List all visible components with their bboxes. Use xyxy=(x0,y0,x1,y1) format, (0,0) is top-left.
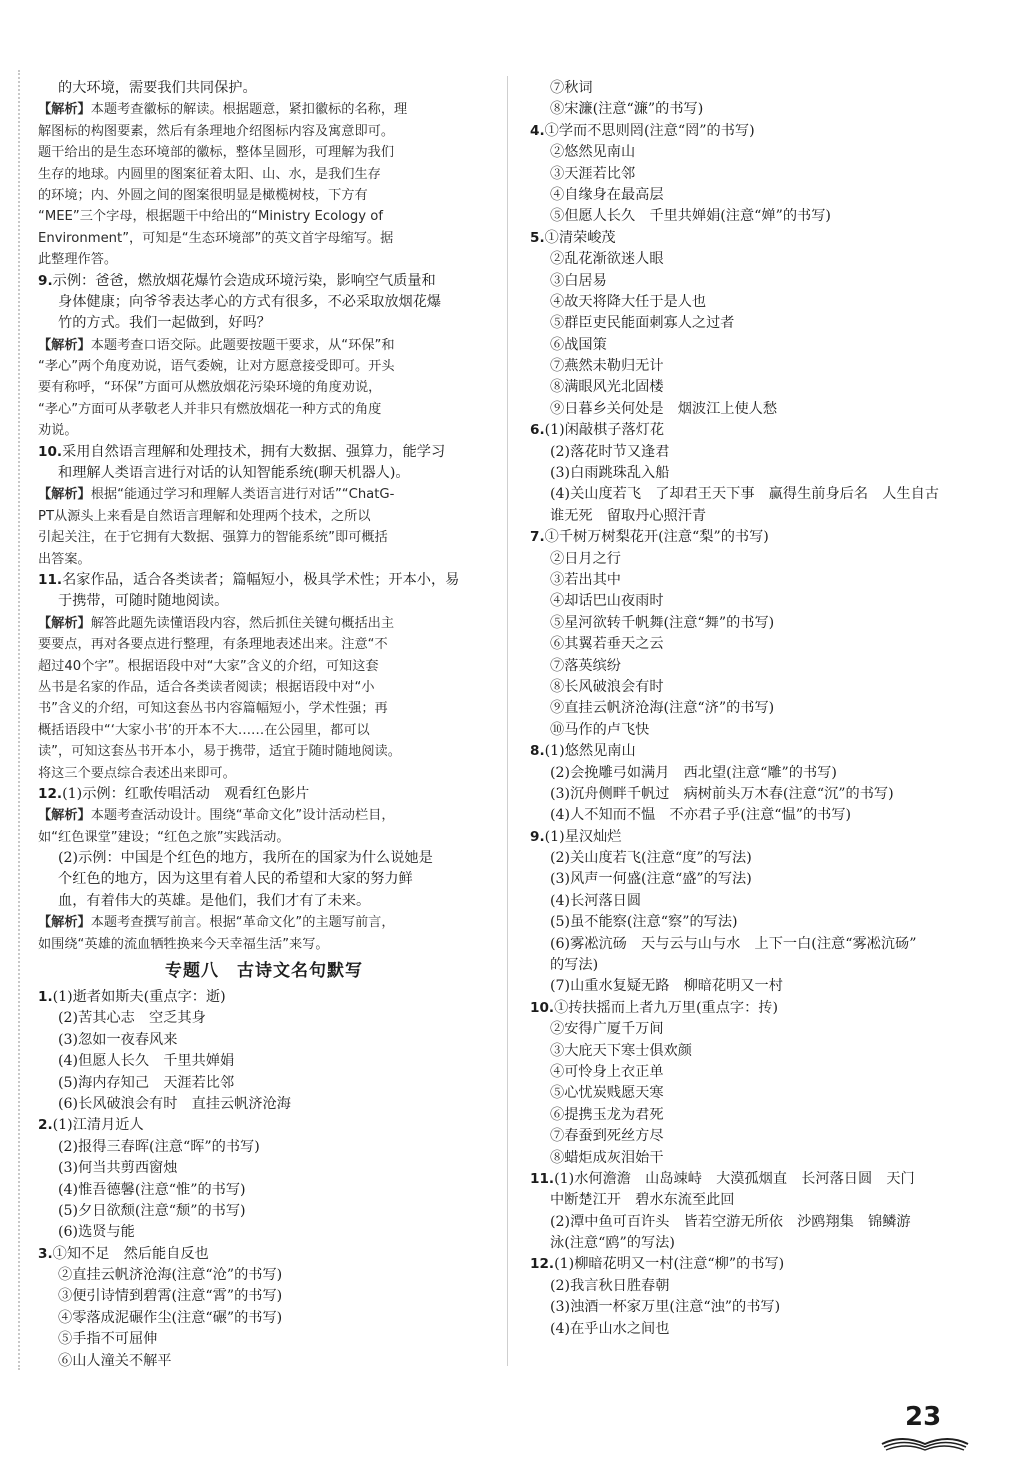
line-text: ⑥山人潼关不解平 xyxy=(58,1352,172,1369)
line-text: (3)风声一何盛(注意“盛”的写法) xyxy=(550,871,752,888)
line-text: ⑤星河欲转千帆舞(注意“舞”的书写) xyxy=(550,614,775,631)
line-text: ④自缘身在最高层 xyxy=(550,186,664,203)
line-text: ②安得广厦千万间 xyxy=(550,1021,664,1038)
text-line xyxy=(530,164,985,185)
line-text: 书”含义的介绍，可知这套丛书内容篇幅短小，学术性强；再 xyxy=(38,701,388,717)
line-text: 个红色的地方，因为这里有着人民的希望和大家的努力鲜 xyxy=(58,871,413,888)
line-text: (1)示例：红歌传唱活动 观看红色影片 xyxy=(62,785,310,802)
text-line xyxy=(530,934,985,955)
answers-7-12 xyxy=(38,78,490,955)
line-text: (2)潭中鱼可百许头 皆若空游无所依 沙鸥翔集 锦鳞游 xyxy=(550,1213,911,1230)
text-line xyxy=(530,613,985,634)
question-number: 10. xyxy=(530,999,555,1016)
text-line xyxy=(530,955,985,976)
text-line xyxy=(530,698,985,719)
line-text: (1)水何澹澹 山岛竦峙 大漠孤烟直 长河落日圆 天门 xyxy=(554,1170,915,1187)
text-line xyxy=(530,399,985,420)
text-line xyxy=(38,185,490,206)
line-text: 劝说。 xyxy=(38,423,78,439)
text-line xyxy=(38,1030,490,1051)
line-text: ②直挂云帆济沧海(注意“沧”的书写) xyxy=(58,1267,283,1284)
text-line xyxy=(530,249,985,270)
analysis-tag: 【解析】 xyxy=(38,915,91,931)
text-line xyxy=(38,399,490,420)
line-text: ⑦燕然未勒归无计 xyxy=(550,358,664,375)
text-line xyxy=(530,1190,985,1211)
text-line xyxy=(530,335,985,356)
line-text: ⑤但愿人长久 千里共婵娟(注意“婵”的书写) xyxy=(550,208,831,225)
text-line xyxy=(38,591,490,612)
line-text: ⑥其翼若垂天之云 xyxy=(550,636,664,653)
line-text: 生存的地球。内圆里的图案征着太阳、山、水，是我们生存 xyxy=(38,166,381,182)
line-text: ③大庇天下寒士俱欢颜 xyxy=(550,1042,692,1059)
line-text: (1)闲敲棋子落灯花 xyxy=(544,422,665,439)
text-line xyxy=(530,784,985,805)
text-line xyxy=(530,442,985,463)
line-text: ③若出其中 xyxy=(550,571,621,588)
question-number: 9. xyxy=(530,828,545,845)
text-line xyxy=(38,677,490,698)
text-line xyxy=(530,976,985,997)
text-line xyxy=(530,142,985,163)
left-column xyxy=(38,78,490,1372)
text-line xyxy=(38,1201,490,1222)
text-line xyxy=(38,634,490,655)
line-text: 根据“能通过学习和理解人类语言进行对话”“ChatG- xyxy=(90,487,395,503)
line-text: PT从源头上来看是自然语言理解和处理两个技术，之所以 xyxy=(38,508,371,524)
text-line xyxy=(38,484,490,505)
line-text: 本题考查撰写前言。根据“革命文化”的主题写前言， xyxy=(90,915,395,931)
text-line xyxy=(530,313,985,334)
line-text: (2)落花时节又逢君 xyxy=(550,443,670,460)
line-text: 的环境；内、外圆之间的图案很明显是橄榄树枝，下方有 xyxy=(38,187,368,203)
line-text: (5)虽不能察(注意“察”的写法) xyxy=(550,914,738,931)
text-line xyxy=(38,377,490,398)
line-text: ③天涯若比邻 xyxy=(550,165,636,182)
text-line xyxy=(530,549,985,570)
question-number: 9. xyxy=(38,272,53,289)
line-text: ⑦春蚕到死丝方尽 xyxy=(550,1128,664,1145)
text-line xyxy=(530,591,985,612)
text-line xyxy=(38,335,490,356)
text-line xyxy=(38,720,490,741)
line-text: (2)我言秋日胜春朝 xyxy=(550,1277,670,1294)
text-line xyxy=(530,377,985,398)
text-line xyxy=(530,185,985,206)
text-line xyxy=(530,506,985,527)
text-line xyxy=(530,1212,985,1233)
line-text: 超过40个字”。根据语段中对“大家”含义的介绍，可知这套 xyxy=(38,658,379,674)
line-text: 将这三个要点综合表述出来即可。 xyxy=(38,765,236,781)
line-text: 于携带，可随时随地阅读。 xyxy=(58,593,229,610)
text-line xyxy=(38,271,490,292)
text-line xyxy=(530,78,985,99)
line-text: ③白居易 xyxy=(550,272,607,289)
margin-dotted-line xyxy=(18,70,20,1370)
text-line xyxy=(530,848,985,869)
text-line xyxy=(530,420,985,441)
text-line xyxy=(38,613,490,634)
line-text: ④可怜身上衣正单 xyxy=(550,1063,664,1080)
text-line xyxy=(530,1148,985,1169)
line-text: (1)逝者如斯夫(重点字：逝) xyxy=(52,989,226,1006)
text-line xyxy=(38,1286,490,1307)
text-line xyxy=(530,292,985,313)
text-line xyxy=(38,1222,490,1243)
line-text: 采用自然语言理解和处理技术，拥有大数据、强算力，能学习 xyxy=(62,443,446,460)
line-text: ②悠然见南山 xyxy=(550,144,636,161)
line-text: “孝心”方面可从孝敬老人并非只有燃放烟花一种方式的角度 xyxy=(38,401,382,417)
text-line xyxy=(38,784,490,805)
text-line xyxy=(530,356,985,377)
text-line xyxy=(38,99,490,120)
line-text: (4)人不知而不愠 不亦君子乎(注意“愠”的书写) xyxy=(550,807,852,824)
line-text: ①清荣峻茂 xyxy=(544,229,616,246)
line-text: ⑧蜡炬成灰泪始干 xyxy=(550,1149,664,1166)
text-line xyxy=(38,121,490,142)
line-text: (3)何当共剪西窗烛 xyxy=(58,1160,178,1177)
text-line xyxy=(38,1329,490,1350)
text-line xyxy=(38,1094,490,1115)
question-number: 6. xyxy=(530,422,545,439)
line-text: 出答案。 xyxy=(38,551,91,567)
question-number: 3. xyxy=(38,1245,53,1262)
line-text: ④零落成泥碾作尘(注意“碾”的书写) xyxy=(58,1309,283,1326)
text-line xyxy=(530,891,985,912)
text-line xyxy=(38,420,490,441)
question-number: 7. xyxy=(530,529,545,546)
line-text: ②日月之行 xyxy=(550,550,621,567)
line-text: ⑥战国策 xyxy=(550,336,607,353)
question-number: 11. xyxy=(530,1170,555,1187)
text-line xyxy=(38,1051,490,1072)
line-text: 身体健康；向爷爷表达孝心的方式有很多，不必采取放烟花爆 xyxy=(58,293,442,310)
text-line xyxy=(530,805,985,826)
text-line xyxy=(38,848,490,869)
line-text: (7)山重水复疑无路 柳暗花明又一村 xyxy=(550,978,783,995)
line-text: Environment”，可知是“生态环境部”的英文首字母缩写。据 xyxy=(38,230,394,246)
text-line xyxy=(530,827,985,848)
line-text: ⑧宋濂(注意“濂”的书写) xyxy=(550,101,704,118)
line-text: (5)海内存知己 天涯若比邻 xyxy=(58,1074,235,1091)
line-text: ①知不足 然后能自反也 xyxy=(52,1245,209,1262)
answers-3-12 xyxy=(530,78,985,1340)
line-text: ②乱花渐欲迷人眼 xyxy=(550,251,664,268)
text-line xyxy=(38,1137,490,1158)
text-line xyxy=(530,741,985,762)
line-text: ①千树万树梨花开(注意“梨”的书写) xyxy=(544,529,769,546)
line-text: 泳(注意“鸥”的写法) xyxy=(550,1235,675,1252)
text-line xyxy=(38,313,490,334)
text-line xyxy=(38,228,490,249)
text-line xyxy=(38,1008,490,1029)
text-line xyxy=(38,292,490,313)
text-line xyxy=(530,271,985,292)
line-text: 谁无死 留取丹心照汗青 xyxy=(550,507,707,524)
text-line xyxy=(530,1126,985,1147)
line-text: 此整理作答。 xyxy=(38,252,118,268)
line-text: 血，有着伟大的英雄。是他们，我们才有了未来。 xyxy=(58,892,371,909)
text-line xyxy=(530,720,985,741)
text-line xyxy=(530,484,985,505)
line-text: “孝心”两个角度劝说，语气委婉，让对方愿意接受即可。开头 xyxy=(38,359,395,375)
text-line xyxy=(530,634,985,655)
line-text: (3)沉舟侧畔千帆过 病树前头万木春(注意“沉”的书写) xyxy=(550,785,894,802)
text-line xyxy=(530,228,985,249)
line-text: ③便引诗情到碧霄(注意“霄”的书写) xyxy=(58,1288,283,1305)
line-text: 和理解人类语言进行对话的认知智能系统(聊天机器人)。 xyxy=(58,465,410,482)
line-text: (3)浊酒一杯家万里(注意“浊”的书写) xyxy=(550,1299,781,1316)
line-text: ④却话巴山夜雨时 xyxy=(550,593,664,610)
text-line xyxy=(38,78,490,99)
question-number: 12. xyxy=(530,1256,555,1273)
line-text: 如围绕“英雄的流血牺牲换来今天幸福生活”来写。 xyxy=(38,936,329,952)
line-text: (1)江清月近人 xyxy=(52,1117,144,1134)
line-text: 引起关注，在于它拥有大数据、强算力的智能系统”即可概括 xyxy=(38,530,388,546)
text-line xyxy=(38,1308,490,1329)
analysis-tag: 【解析】 xyxy=(38,615,91,631)
line-text: ⑨直挂云帆济沧海(注意“济”的书写) xyxy=(550,700,775,717)
line-text: (2)关山度若飞(注意“度”的写法) xyxy=(550,850,752,867)
text-line xyxy=(530,1041,985,1062)
text-line xyxy=(38,763,490,784)
line-text: (4)惟吾德馨(注意“惟”的书写) xyxy=(58,1181,246,1198)
line-text: (2)会挽雕弓如满月 西北望(注意“雕”的书写) xyxy=(550,764,837,781)
text-line xyxy=(530,1062,985,1083)
text-line xyxy=(38,549,490,570)
text-line xyxy=(38,249,490,270)
text-line xyxy=(530,1276,985,1297)
text-line xyxy=(38,805,490,826)
text-line xyxy=(530,1169,985,1190)
line-text: 题干给出的是生态环境部的徽标，整体呈圆形，可理解为我们 xyxy=(38,145,395,161)
line-text: (1)悠然见南山 xyxy=(544,743,636,760)
text-line xyxy=(38,741,490,762)
line-text: (3)白雨跳珠乱入船 xyxy=(550,465,670,482)
line-text: 解答此题先读懂语段内容，然后抓住关键句概括出主 xyxy=(90,615,395,631)
question-number: 8. xyxy=(530,743,545,760)
line-text: (4)但愿人长久 千里共婵娟 xyxy=(58,1053,235,1070)
text-line xyxy=(38,987,490,1008)
line-text: (2)苦其心志 空乏其身 xyxy=(58,1010,206,1027)
line-text: (6)选贤与能 xyxy=(58,1224,135,1241)
line-text: (2)示例：中国是个红色的地方，我所在的国家为什么说她是 xyxy=(58,850,433,867)
text-line xyxy=(38,1265,490,1286)
text-line xyxy=(38,1180,490,1201)
line-text: ⑩马作的卢飞快 xyxy=(550,721,650,738)
text-line xyxy=(38,1158,490,1179)
text-line xyxy=(38,869,490,890)
line-text: (4)在乎山水之间也 xyxy=(550,1320,670,1337)
text-line xyxy=(38,656,490,677)
line-text: 的大环境，需要我们共同保护。 xyxy=(58,80,257,96)
text-line xyxy=(38,463,490,484)
answers-1-3 xyxy=(38,987,490,1372)
question-number: 10. xyxy=(38,443,63,460)
line-text: ⑧满眼风光北固楼 xyxy=(550,379,664,396)
line-text: (6)长风破浪会有时 直挂云帆济沧海 xyxy=(58,1095,291,1112)
text-line xyxy=(530,121,985,142)
line-text: “MEE”三个字母，根据题干中给出的“Ministry Ecology of xyxy=(38,209,383,225)
line-text: ⑥提携玉龙为君死 xyxy=(550,1106,664,1123)
text-line xyxy=(530,463,985,484)
text-line xyxy=(530,527,985,548)
section-heading: 专题八 古诗文名句默写 xyxy=(165,961,363,982)
text-line xyxy=(530,1233,985,1254)
line-text: 解图标的构图要素，然后有条理地介绍图标内容及寓意即可。 xyxy=(38,123,395,139)
text-line xyxy=(530,1319,985,1340)
text-line xyxy=(530,1254,985,1275)
text-line xyxy=(38,912,490,933)
line-text: ④故天将降大任于是人也 xyxy=(550,293,707,310)
text-line xyxy=(38,527,490,548)
text-line xyxy=(38,891,490,912)
line-text: ⑤心忧炭贱愿天寒 xyxy=(550,1085,664,1102)
column-divider xyxy=(507,76,508,1366)
text-line xyxy=(38,356,490,377)
question-number: 11. xyxy=(38,571,63,588)
line-text: 中断楚江开 碧水东流至此回 xyxy=(550,1192,735,1209)
text-line xyxy=(38,698,490,719)
text-line xyxy=(530,869,985,890)
open-book-icon xyxy=(880,1430,970,1452)
line-text: (6)雾凇沆砀 天与云与山与水 上下一白(注意“雾凇沆砀” xyxy=(550,935,917,952)
line-text: 概括语段中“‘大家小书’的开本不大……在公园里，都可以 xyxy=(38,722,370,738)
line-text: ⑧长风破浪会有时 xyxy=(550,678,664,695)
text-line xyxy=(530,998,985,1019)
page-number: 23 xyxy=(905,1402,942,1432)
text-line xyxy=(530,1019,985,1040)
line-text: (2)报得三春晖(注意“晖”的书写) xyxy=(58,1138,260,1155)
text-line xyxy=(38,142,490,163)
line-text: (4)关山度若飞 了却君王天下事 赢得生前身后名 人生自古 xyxy=(550,486,939,503)
line-text: 示例：爸爸，燃放烟花爆竹会造成环境污染，影响空气质量和 xyxy=(52,272,436,289)
line-text: 本题考查活动设计。围绕“革命文化”设计活动栏目， xyxy=(90,808,395,824)
text-line xyxy=(38,934,490,955)
line-text: (5)夕日欲颓(注意“颓”的书写) xyxy=(58,1202,246,1219)
line-text: ⑨日暮乡关何处是 烟波江上使人愁 xyxy=(550,400,778,417)
text-line xyxy=(530,677,985,698)
line-text: 如“红色课堂”建设；“红色之旅”实践活动。 xyxy=(38,829,290,845)
text-line xyxy=(530,656,985,677)
text-line xyxy=(38,164,490,185)
text-line xyxy=(530,1083,985,1104)
text-line xyxy=(38,1115,490,1136)
text-line xyxy=(38,442,490,463)
analysis-tag: 【解析】 xyxy=(38,337,91,353)
line-text: 竹的方式。我们一起做到，好吗？ xyxy=(58,315,271,332)
question-number: 1. xyxy=(38,989,53,1006)
analysis-tag: 【解析】 xyxy=(38,102,91,118)
text-line xyxy=(530,206,985,227)
analysis-tag: 【解析】 xyxy=(38,808,91,824)
line-text: 本题考查徽标的解读。根据题意，紧扣徽标的名称，理 xyxy=(90,102,408,118)
line-text: ⑤群臣吏民能面刺寡人之过者 xyxy=(550,315,735,332)
text-line xyxy=(530,1105,985,1126)
line-text: 读”，可知这套丛书开本小，易于携带，适宜于随时随地阅读。 xyxy=(38,744,401,760)
text-line xyxy=(38,570,490,591)
text-line xyxy=(530,1297,985,1318)
question-number: 4. xyxy=(530,122,545,139)
question-number: 12. xyxy=(38,785,63,802)
text-line xyxy=(530,912,985,933)
line-text: ⑤手指不可屈伸 xyxy=(58,1331,158,1348)
line-text: 要要点，再对各要点进行整理，有条理地表述出来。注意“不 xyxy=(38,637,388,653)
right-column xyxy=(530,78,985,1340)
line-text: (4)长河落日圆 xyxy=(550,892,642,909)
line-text: (1)星汉灿烂 xyxy=(544,828,622,845)
text-line xyxy=(38,1351,490,1372)
text-line xyxy=(530,570,985,591)
line-text: 的写法) xyxy=(550,957,599,974)
line-text: 本题考查口语交际。此题要按题干要求，从“环保”和 xyxy=(90,337,395,353)
text-line xyxy=(38,506,490,527)
line-text: (3)忽如一夜春风来 xyxy=(58,1031,178,1048)
text-line xyxy=(38,1244,490,1265)
line-text: ①抟扶摇而上者九万里(重点字：抟) xyxy=(554,999,778,1016)
question-number: 2. xyxy=(38,1117,53,1134)
line-text: 名家作品，适合各类读者；篇幅短小，极具学术性；开本小，易 xyxy=(62,571,460,588)
question-number: 5. xyxy=(530,229,545,246)
text-line xyxy=(530,763,985,784)
text-line xyxy=(530,99,985,120)
text-line xyxy=(38,206,490,227)
line-text: ⑦落英缤纷 xyxy=(550,657,621,674)
line-text: 要有称呼，“环保”方面可从燃放烟花污染环境的角度劝说， xyxy=(38,380,382,396)
text-line xyxy=(38,827,490,848)
line-text: ①学而不思则罔(注意“罔”的书写) xyxy=(544,122,755,139)
line-text: (1)柳暗花明又一村(注意“柳”的书写) xyxy=(554,1256,785,1273)
analysis-tag: 【解析】 xyxy=(38,487,91,503)
line-text: 丛书是名家的作品，适合各类读者阅读；根据语段中对“小 xyxy=(38,679,375,695)
text-line xyxy=(38,1073,490,1094)
line-text: ⑦秋词 xyxy=(550,80,593,96)
